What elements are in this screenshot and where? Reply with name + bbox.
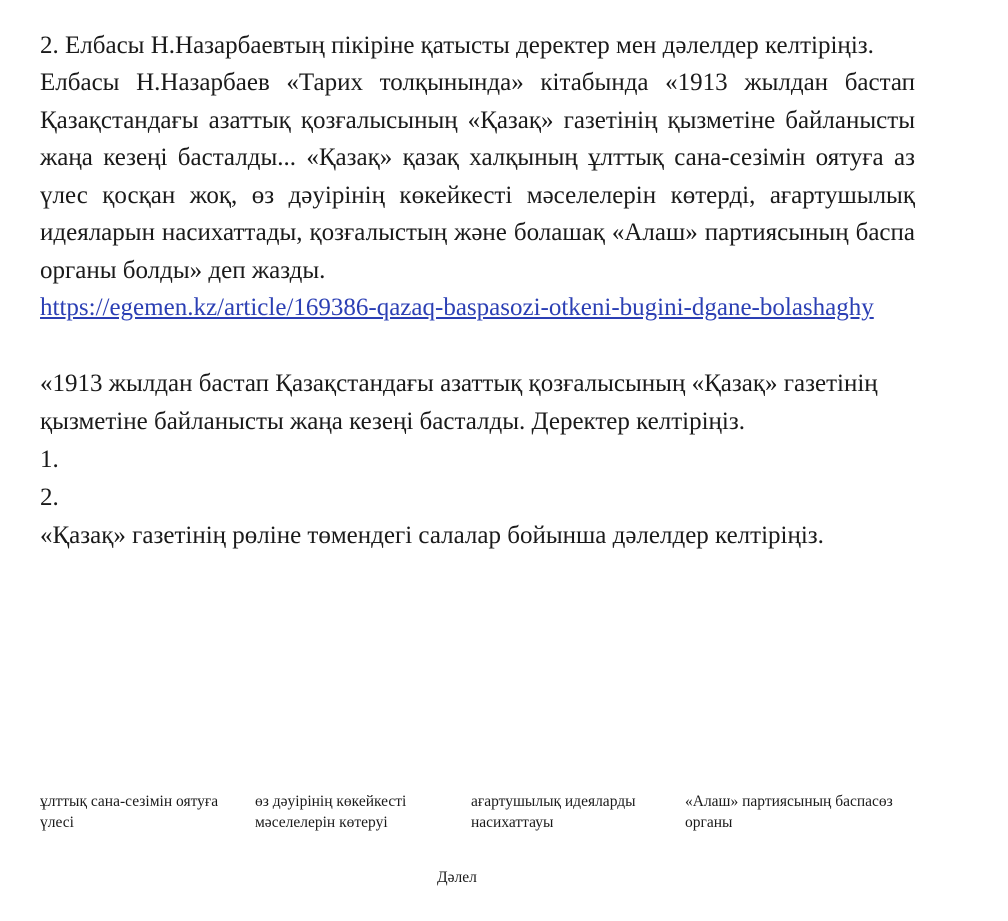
task-item-1: 1. (40, 446, 59, 473)
task-item-2: 2. (40, 484, 59, 511)
quote-paragraph: Елбасы Н.Назарбаев «Тарих толқынында» кітабында «1913 жылдан бастап Қазақстандағы азаттық қозғалысының «Қазақ» газетінің қызметіне байланысты жаңа кезеңі басталды... «Қазақ» қазақ халқының ұлттық сана-сезімін оятуға аз үлес қосқан жоқ, өз дәуірінің көкейкесті мәселелерін көтерді, ағартушылық идеяларын насихаттады, қозғалыстың және болашақ «Алаш» партиясының баспа органы болды» деп жазды. (40, 69, 915, 284)
task-block (40, 365, 915, 555)
task-prompt: «1913 жылдан бастап Қазақстандағы азаттық қозғалысының «Қазақ» газетінің қызметіне байланысты жаңа кезеңі басталды. Деректер келтіріңіз. (40, 370, 878, 435)
document-page (40, 28, 915, 555)
category-urgent-issues: өз дәуірінің көкейкесті мәселелерін көтеруі (255, 793, 407, 831)
role-prompt: «Қазақ» газетінің рөліне төмендегі салалар бойынша дәлелдер келтіріңіз. (40, 522, 824, 549)
category-alash-press-organ: «Алаш» партиясының баспасөз органы (685, 793, 893, 831)
proof-label: Дәлел (437, 869, 477, 886)
source-link[interactable]: https://egemen.kz/article/169386-qazaq-baspasozi-otkeni-bugini-dgane-bolashaghy (40, 294, 874, 321)
categories-row (40, 791, 920, 861)
category-enlightenment-ideas: ағартушылық идеяларды насихаттауы (471, 793, 636, 831)
category-national-awareness: ұлттық сана-сезімін оятуға үлесі (40, 793, 219, 831)
question-title: 2. Елбасы Н.Назарбаевтың пікіріне қатысты деректер мен дәлелдер келтіріңіз. (40, 32, 874, 59)
